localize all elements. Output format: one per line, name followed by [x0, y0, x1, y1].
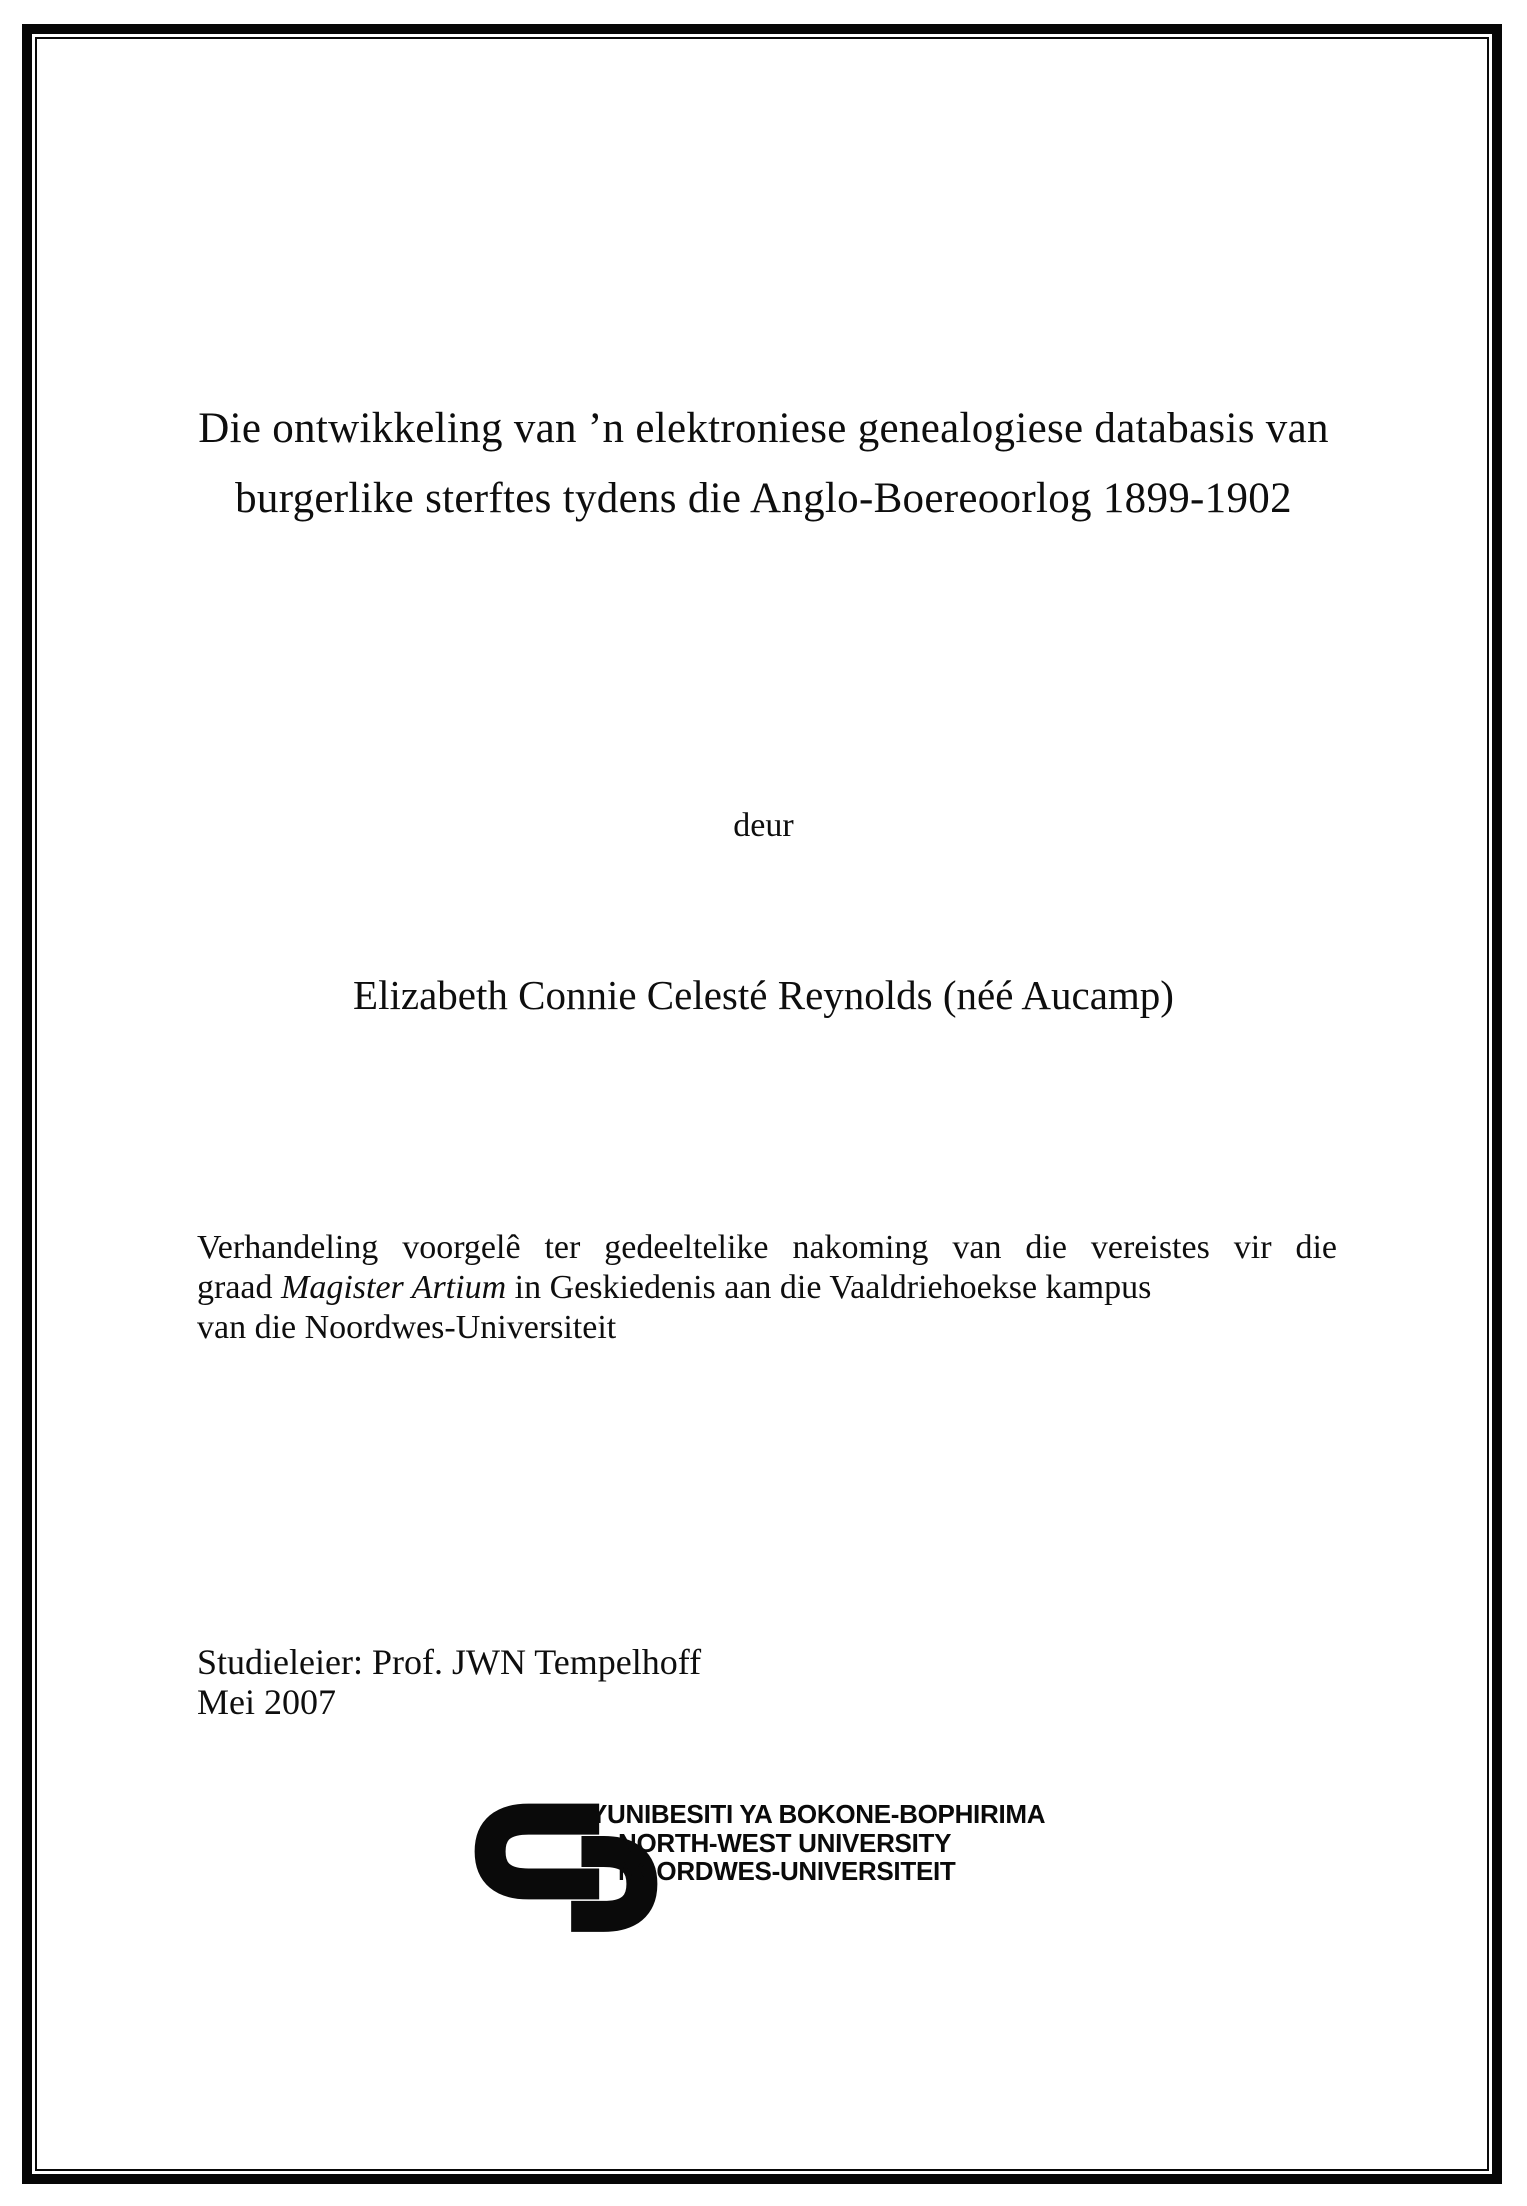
degree-statement [197, 1228, 1337, 1348]
thesis-title [110, 394, 1417, 534]
logo-text-afrikaans: NOORDWES-UNIVERSITEIT [618, 1856, 956, 1886]
thesis-title-line2: burgerlike sterftes tydens die Anglo-Boereoorlog 1899-1902 [235, 475, 1292, 522]
degree-statement-line2-prefix: graad [197, 1269, 282, 1306]
degree-statement-line2 [197, 1268, 1337, 1308]
logo-text-setswana: YUNIBESITI YA BOKONE-BOPHIRIMA [590, 1799, 1046, 1829]
university-logo [470, 1795, 1110, 1945]
date-line: Mei 2007 [197, 1682, 336, 1722]
degree-statement-line1: Verhandeling voorgelê ter gedeeltelike nakoming van die vereistes vir die [197, 1229, 1337, 1266]
degree-statement-line3: van die Noordwes-Universiteit [197, 1309, 617, 1346]
degree-statement-line2-suffix: in Geskiedenis aan die Vaaldriehoekse kampus [506, 1269, 1152, 1306]
author-name: Elizabeth Connie Celesté Reynolds (néé Aucamp) [353, 972, 1174, 1018]
logo-text-english: NORTH-WEST UNIVERSITY [618, 1827, 952, 1858]
university-logo-text [590, 1799, 1046, 1886]
supervisor-line: Studieleier: Prof. JWN Tempelhoff [197, 1642, 702, 1682]
byline-deur: deur [733, 807, 794, 844]
thesis-title-line1: Die ontwikkeling van ’n elektroniese genealogiese databasis van [198, 405, 1329, 452]
degree-name-italic: Magister Artium [281, 1269, 507, 1306]
